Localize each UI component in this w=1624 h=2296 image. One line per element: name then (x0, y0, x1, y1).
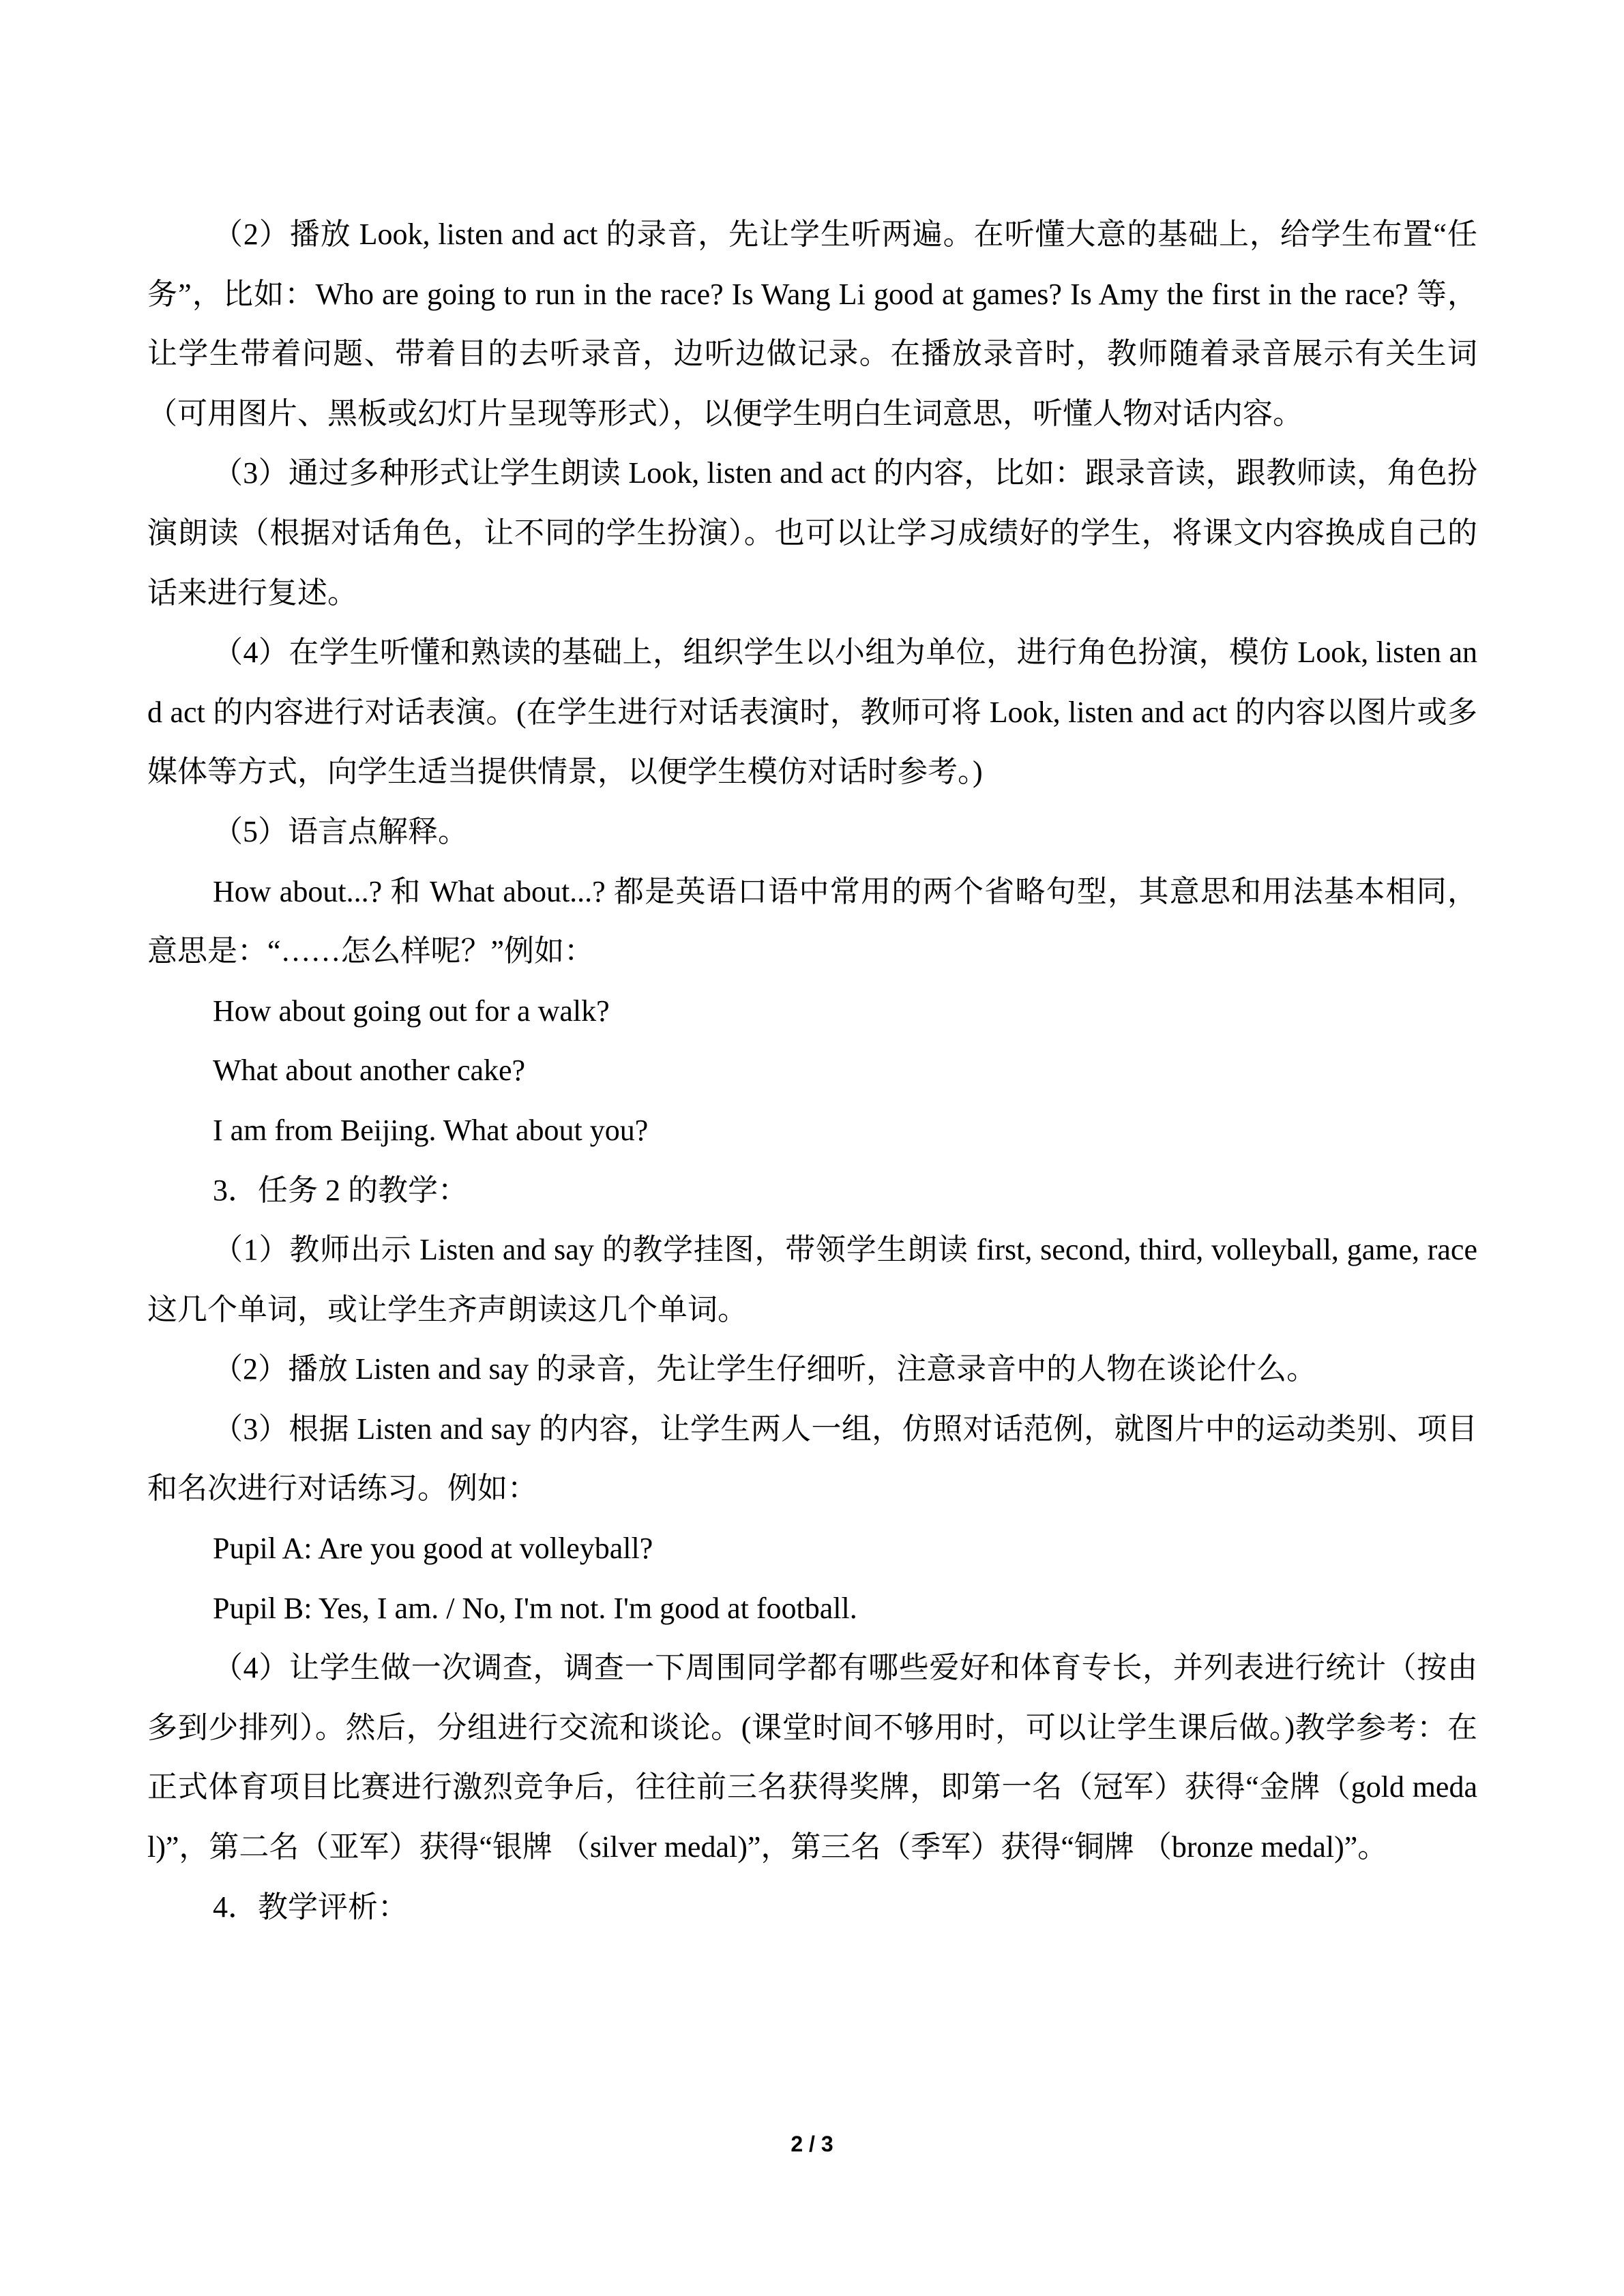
dialogue-pupil-a: Pupil A: Are you good at volleyball? (213, 1532, 653, 1566)
paragraph-how-about-explanation: How about...? 和 What about...? 都是英语口语中常用的两个省略句型，其意思和用法基本相同，意思是：“……怎么样呢？”例如： (147, 874, 1477, 968)
example-sentence: I am from Beijing. What about you? (213, 1113, 649, 1147)
paragraph-task2-step-3: （3）根据 Listen and say 的内容，让学生两人一组，仿照对话范例，就图片中的运动类别、项目和名次进行对话练习。例如： (147, 1412, 1477, 1506)
example-sentence: How about going out for a walk? (213, 994, 610, 1028)
document-body (147, 205, 1477, 1937)
paragraph-task2-step-1: （1）教师出示 Listen and say 的教学挂图，带领学生朗读 first, second, third, volleyball, game, race 这几个单词，或让学生齐声朗读这几个单词。 (147, 1233, 1477, 1326)
dialogue-pupil-b: Pupil B: Yes, I am. / No, I'm not. I'm good at football. (213, 1591, 857, 1625)
example-sentence: What about another cake? (213, 1054, 526, 1088)
paragraph-step-4-role-play: （4）在学生听懂和熟读的基础上，组织学生以小组为单位，进行角色扮演，模仿 Look, listen and act 的内容进行对话表演。(在学生进行对话表演时，教师可将 Look, listen and act 的内容以图片或多媒体等方式，向学生适当提供情景，以便学生模仿对话时参考。) (147, 636, 1477, 789)
section-heading-teaching-analysis: 4．教学评析： (213, 1890, 408, 1924)
page-number: 2 / 3 (791, 2132, 833, 2156)
paragraph-step-3-reading: （3）通过多种形式让学生朗读 Look, listen and act 的内容，比如：跟录音读，跟教师读，角色扮演朗读（根据对话角色，让不同的学生扮演）。也可以让学习成绩好的学生，将课文内容换成自己的话来进行复述。 (147, 456, 1477, 610)
paragraph-task2-step-4-survey: （4）让学生做一次调查，调查一下周围同学都有哪些爱好和体育专长，并列表进行统计（按由多到少排列）。然后，分组进行交流和谈论。(课堂时间不够用时，可以让学生课后做。)教学参考：在正式体育项目比赛进行激烈竞争后，往往前三名获得奖牌，即第一名（冠军）获得“金牌（gold medal)”，第二名（亚军）获得“银牌 （silver medal)”，第三名（季军）获得“铜牌 （bronze medal)”。 (147, 1651, 1477, 1864)
paragraph-step-2-play-recording: （2）播放 Look, listen and act 的录音，先让学生听两遍。在听懂大意的基础上，给学生布置“任务”，比如：Who are going to run in the race? Is Wang Li good at games? Is Amy the first in the race? 等，让学生带着问题、带着目的去听录音，边听边做记录。在播放录音时，教师随着录音展示有关生词（可用图片、黑板或幻灯片呈现等形式），以便学生明白生词意思，听懂人物对话内容。 (147, 218, 1477, 430)
section-heading-task-2: 3．任务 2 的教学： (213, 1173, 468, 1207)
paragraph-task2-step-2: （2）播放 Listen and say 的录音，先让学生仔细听，注意录音中的人物在谈论什么。 (213, 1352, 1317, 1386)
paragraph-step-5-language-points: （5）语言点解释。 (213, 814, 468, 848)
